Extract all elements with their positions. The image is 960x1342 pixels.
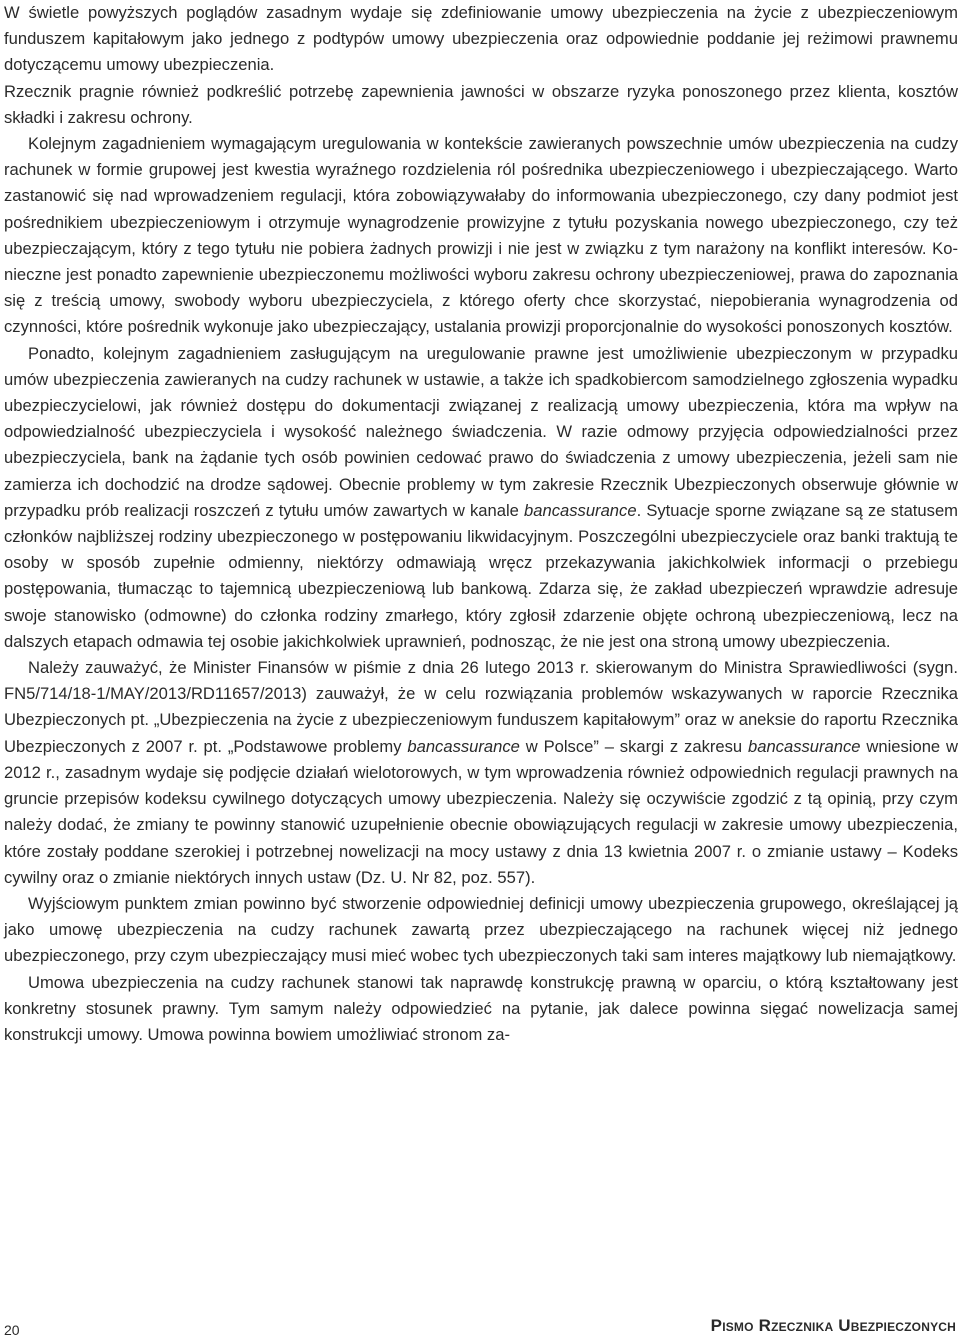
paragraph-2: Rzecznik pragnie również podkreślić potrzebę zapewnienia jawności w obszarze ryzyka ponoszonego przez klienta, kosztów składki i zakresu ochrony. [4, 81, 958, 127]
paragraph-3: Kolejnym zagadnieniem wymagającym uregulowania w kontekście zawieranych powszechnie umów ubezpieczenia na cudzy rachunek w formie grupowej jest kwestia wyraźnego rozdzielenia ról pośrednika ubezpieczeniowego i ubezpieczającego. Warto zastanowić się nad wprowadzeniem regulacji, która zobowiązywałaby do informowania ubezpieczonego, czy dany podmiot jest pośrednikiem ubezpieczeniowym i otrzymuje wynagrodzenie prowizyjne z tytułu pozyskania nowego ubezpieczonego, czy też ubezpieczającym, który z tego tytułu nie pobiera żadnych prowizji i nie jest w związku z tym narażony na konflikt interesów. Konieczne jest ponadto zapewnienie ubezpieczonemu możliwości wyboru zakresu ochrony ubezpieczeniowej, prawa do zapoznania się z treścią umowy, swobody wyboru ubezpieczyciela, z którego oferty chce skorzystać, niepobierania wynagrodzenia od czynności, które pośrednik wykonuje jako ubezpieczający, ustalania prowizji proporcjonalnie do wysokości ponoszonych kosztów. [4, 134, 958, 337]
document-page [4, 0, 958, 1048]
page-number: 20 [4, 1322, 20, 1338]
paragraph-1: W świetle powyższych poglądów zasadnym wydaje się zdefiniowanie umowy ubezpieczenia na życie z ubezpieczeniowym funduszem kapitałowym jako jednego z podtypów umowy ubezpieczenia oraz odpowiednie poddanie jej reżimowi prawnemu dotyczącemu umowy ubezpieczenia. [4, 3, 958, 75]
page-footer [4, 1316, 956, 1342]
paragraph-5-italic-term-1: bancassurance [407, 736, 520, 756]
paragraph-6: Wyjściowym punktem zmian powinno być stworzenie odpowiedniej definicji umowy ubezpieczenia grupowego, określającej ją jako umowę ubezpieczenia na cudzy rachunek zawartą przez ubezpieczającego na rachunek więcej niż jednego ubezpieczonego, przy czym ubezpieczający musi mieć wobec tych ubezpieczonych taki sam interes majątkowy lub niemajątkowy. [4, 893, 958, 966]
paragraph-4-text-a: Ponadto, kolejnym zagadnieniem zasługującym na uregulowanie prawne jest umożliwienie ubezpieczonym w przypadku umów ubezpieczenia zawieranych na cudzy rachunek w ustawie, a także ich spadkobiercom samodzielnego zgłoszenia wypadku ubezpieczycielowi, jak również dostępu do dokumentacji związanej z realizacją umowy ubezpieczenia, która ma wpływ na odpowiedzialność ubezpieczyciela i wysokość należnego świadczenia. W razie odmowy przyjęcia odpowiedzialności przez ubezpieczyciela, bank na żądanie tych osób powinien cedować prawo do świadczenia z umowy ubezpieczenia, jeżeli sam nie zamierza ich dochodzić na drodze sądowej. Obecnie problemy w tym zakresie Rzecznik Ubezpieczonych obserwuje głównie w przypadku prób realizacji roszczeń z tytułu umów zawartych w kanale [4, 343, 958, 520]
paragraph-5-text-a: Należy zauważyć, że Minister Finansów w piśmie z dnia 26 lutego 2013 r. skierowanym do Ministra Sprawiedliwości (sygn. FN5/714/18-1/MAY/2013/RD11657/2013) zauważył, że w celu rozwiązania problemów wskazywanych w raporcie Rzecznika Ubezpieczonych pt. „Ubezpieczenia na życie z ubezpieczeniowym funduszem kapitałowym” oraz w aneksie do raportu Rzecznika Ubezpieczonych z 2007 r. pt. „Podstawowe problemy [4, 658, 958, 756]
paragraph-4-text-b: . Sytuacje sporne związane są ze statusem członków najbliższej rodziny ubezpieczonego w postępowaniu likwidacyjnym. Poszczególni ubezpieczyciele oraz banki traktują te osoby w sposób zupełnie odmienny, niektórzy odmawiają wręcz przekazywania jakichkolwiek informacji o przebiegu postępowania, tłumacząc to tajemnicą ubezpieczeniową lub bankową. Zdarza się, że zakład ubezpieczeń wprawdzie adresuje swoje stanowisko (odmowne) do członka rodziny zmarłego, który zgłosił zdarzenie objęte ochroną ubezpieczeniową, lecz na dalszych etapach odmawia tej osobie jakichkolwiek uprawnień, podnosząc, że nie jest ona stroną umowy ubezpieczenia. [4, 500, 958, 651]
paragraph-5-italic-term-2: bancassurance [747, 736, 861, 756]
paragraph-5-text-c: wniesione w 2012 r., zasadnym wydaje się podjęcie działań wielotorowych, w tym wprowadzenia również odpowiednich regulacji prawnych na gruncie przepisów kodeksu cywilnego dotyczących umowy ubezpieczenia. Należy się oczywiście zgodzić z tą opinią, przy czym należy dodać, że zmiany te powinny stanowić uzupełnienie obecnie obowiązujących regulacji w zakresie umowy ubezpieczenia, które zostały poddane szerokiej i potrzebnej nowelizacji na mocy ustawy z dnia 13 kwietnia 2007 r. o zmianie ustawy – Kodeks cywilny oraz o zmianie niektórych innych ustaw (Dz. U. Nr 82, poz. 557). [4, 736, 958, 887]
paragraph-4-italic-term: bancassurance [524, 500, 637, 520]
paragraph-5-text-b: w Polsce” – skargi z zakresu [519, 736, 748, 756]
paragraph-4 [4, 341, 958, 655]
paragraph-5 [4, 655, 958, 891]
paragraph-7: Umowa ubezpieczenia na cudzy rachunek stanowi tak naprawdę konstrukcję prawną w oparciu, o którą kształtowany jest konkretny stosunek prawny. Tym samym należy odpowiedzieć na pytanie, jak dalece powinna sięgać nowelizacja samej konstrukcji umowy. Umowa powinna bowiem umożliwiać stronom za- [4, 972, 958, 1044]
journal-title: Pismo Rzecznika Ubezpieczonych [710, 1316, 956, 1335]
